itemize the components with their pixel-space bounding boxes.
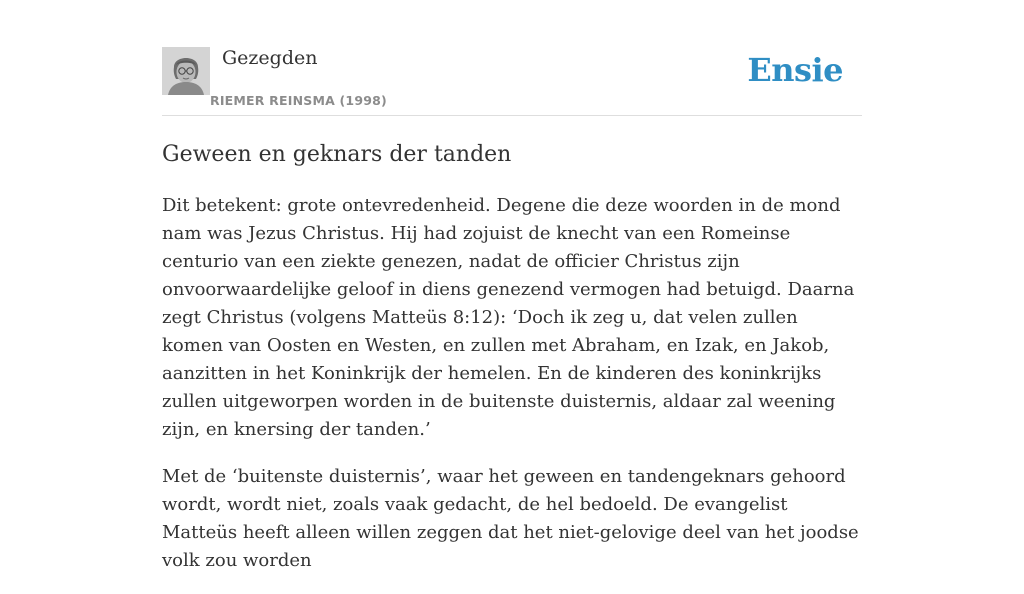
collection-title[interactable]: Gezegden bbox=[222, 47, 318, 69]
article-paragraph: Met de ‘buitenste duisternis’, waar het geween en tandengeknars gehoord wordt, wordt niet, zoals vaak gedacht, de hel bedoeld. De evangelist Matteüs heeft alleen willen zeggen dat het niet-gelovige deel van het joodse volk zou worden bbox=[162, 466, 859, 571]
article-title: Geween en geknars der tanden bbox=[162, 142, 512, 167]
article-body bbox=[162, 192, 862, 594]
author-portrait-icon bbox=[162, 47, 210, 95]
author-avatar[interactable] bbox=[162, 47, 210, 95]
brand-logo[interactable]: Ensie bbox=[747, 51, 843, 89]
author-name: RIEMER REINSMA (1998) bbox=[210, 93, 387, 108]
article-header bbox=[162, 46, 862, 116]
article-paragraph: Dit betekent: grote ontevredenheid. Degene die deze woorden in de mond nam was Jezus Christus. Hij had zojuist de knecht van een Romeinse centurio van een ziekte genezen, nadat de officier Christus zijn onvoorwaardelijke geloof in diens genezend vermogen had betuigd. Daarna zegt Christus (volgens Matteüs 8:12): ‘Doch ik zeg u, dat velen zullen komen van Oosten en Westen, en zullen met Abraham, en Izak, en Jakob, aanzitten in het Koninkrijk der hemelen. En de kinderen des koninkrijks zullen uitgeworpen worden in de buitenste duisternis, aldaar zal weening zijn, en knersing der tanden.’ bbox=[162, 195, 855, 440]
